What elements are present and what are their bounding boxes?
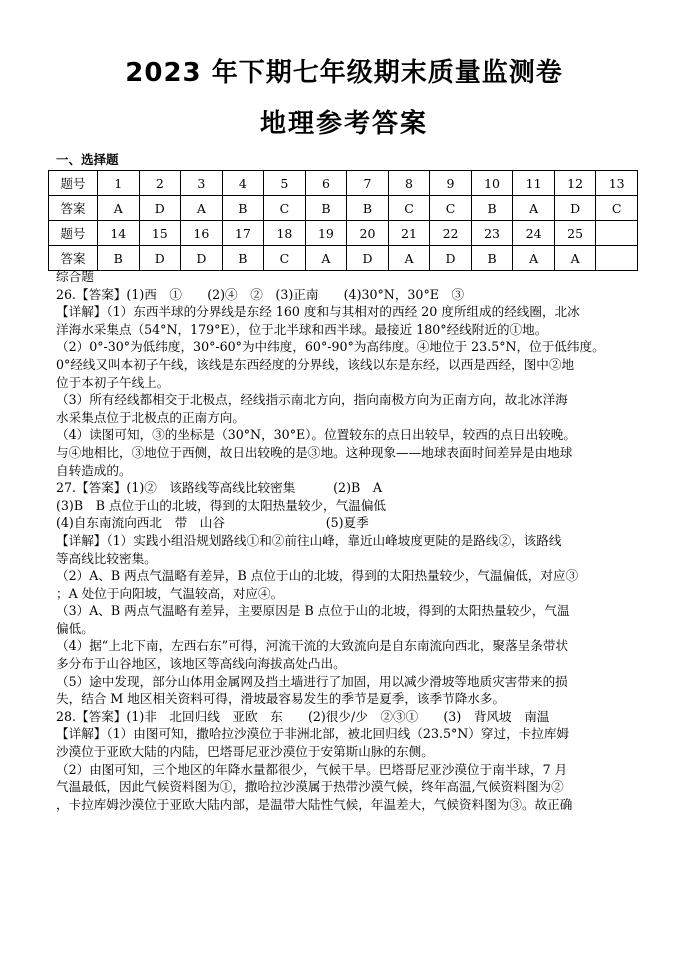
text-line: 0°经线又叫本初子午线，该线是东西经度的分界线，该线以东是东经，以西是西经，图中②地	[56, 356, 575, 372]
table-cell: 9	[430, 171, 472, 196]
text-line: 洋海水采集点（54°N，179°E），位于北半球和西半球。最接近 180°经线附近的①地。	[56, 321, 548, 337]
table-cell: A	[388, 246, 430, 271]
table-cell: A	[181, 196, 223, 221]
table-cell: 17	[222, 221, 264, 246]
text-line: ，卡拉库姆沙漠位于亚欧大陆内部，是温带大陆性气候，年温差大，气候资料图为③。故正确	[56, 796, 573, 812]
table-cell	[596, 246, 638, 271]
table-cell: D	[554, 196, 596, 221]
document-title: 2023 年下期七年级期末质量监测卷	[125, 58, 563, 88]
table-cell: D	[139, 196, 181, 221]
table-row	[49, 196, 638, 221]
table-cell: 24	[513, 221, 555, 246]
text-line: （4）读图可知，③的坐标是（30°N，30°E）。位置较东的点日出较早，较西的点日出较晚。	[56, 427, 576, 443]
section-heading-choice: 一、选择题	[56, 152, 119, 167]
document-subtitle: 地理参考答案	[259, 109, 428, 139]
table-cell: C	[430, 196, 472, 221]
table-cell: 13	[596, 171, 638, 196]
text-line: 等高线比较密集。	[56, 550, 157, 566]
text-line: （4）据“上北下南，左西右东”可得，河流干流的大致流向是自东南流向西北，聚落呈条带状	[56, 638, 569, 654]
row-label: 题号	[49, 171, 98, 196]
text-line: （2）0°-30°为低纬度，30°-60°为中纬度，60°-90°为高纬度。④地位于 23.5°N，位于低纬度。	[56, 339, 605, 355]
answer-table	[48, 170, 638, 271]
table-cell: A	[513, 246, 555, 271]
table-cell: D	[347, 246, 389, 271]
table-cell: 5	[264, 171, 306, 196]
text-line: （2）A、B 两点气温略有差异，B 点位于山的北坡，得到的太阳热量较少，气温偏低，对应③	[56, 568, 579, 584]
table-cell: B	[222, 196, 264, 221]
text-line: 28.【答案】(1)非 北回归线 亚欧 东 (2)很少/少 ②③① (3) 背风坡 南温	[56, 708, 550, 724]
row-label: 题号	[49, 221, 98, 246]
text-line: （3）所有经线都相交于北极点，经线指示南北方向，指向南极方向为正南方向，故北冰洋海	[56, 392, 568, 408]
text-line: 【详解】（1）实践小组沿规划路线①和②前往山峰，靠近山峰坡度更陡的是路线②，该路线	[56, 532, 562, 548]
table-cell: 23	[471, 221, 513, 246]
table-cell: D	[181, 246, 223, 271]
table-cell: 22	[430, 221, 472, 246]
text-line: 水采集点位于北极点的正南方向。	[56, 409, 245, 425]
row-label: 答案	[49, 196, 98, 221]
table-cell: 11	[513, 171, 555, 196]
text-line: 【详解】（1）由图可知，撒哈拉沙漠位于非洲北部，被北回归线（23.5°N）穿过，卡拉库姆	[56, 726, 570, 742]
table-cell: 12	[554, 171, 596, 196]
table-cell: C	[264, 196, 306, 221]
table-cell: B	[471, 246, 513, 271]
table-cell: B	[222, 246, 264, 271]
text-line: 自转造成的。	[56, 462, 132, 478]
table-cell: B	[98, 246, 140, 271]
table-cell: B	[305, 196, 347, 221]
table-cell: 21	[388, 221, 430, 246]
table-cell: 8	[388, 171, 430, 196]
text-line: （3）A、B 两点气温略有差异，主要原因是 B 点位于山的北坡，得到的太阳热量较少，气温	[56, 603, 570, 619]
table-cell: 1	[98, 171, 140, 196]
table-cell: B	[471, 196, 513, 221]
text-line: 【详解】（1）东西半球的分界线是东经 160 度和与其相对的西经 20 度所组成的经线圈，北冰	[56, 304, 580, 320]
text-line: 与④地相比，③地位于西侧，故日出较晚的是③地。这种现象——地球表面时间差异是由地球	[56, 444, 573, 460]
text-line: （2）由图可知，三个地区的年降水量都很少，气候干旱。巴塔哥尼亚沙漠位于南半球，7 月	[56, 761, 568, 777]
table-cell: 15	[139, 221, 181, 246]
table-cell: B	[347, 196, 389, 221]
text-line: 27.【答案】(1)② 该路线等高线比较密集 (2)B A	[56, 480, 382, 496]
table-cell: 7	[347, 171, 389, 196]
section-heading-comprehensive: 综合题	[56, 269, 94, 284]
table-cell: A	[513, 196, 555, 221]
table-cell: 18	[264, 221, 306, 246]
text-line: 26.【答案】(1)西 ① (2)④ ② (3)正南 (4)30°N，30°E ③	[56, 286, 465, 302]
text-line: （5）途中发现，部分山体用金属网及挡土墙进行了加固，用以减少滑坡等地质灾害带来的损	[56, 673, 568, 689]
table-cell: 4	[222, 171, 264, 196]
table-cell: A	[305, 246, 347, 271]
table-cell: 10	[471, 171, 513, 196]
table-cell: 25	[554, 221, 596, 246]
text-line: 多分布于山谷地区，该地区等高线向海拔高处凸出。	[56, 656, 346, 672]
table-cell: 2	[139, 171, 181, 196]
table-cell: 20	[347, 221, 389, 246]
table-cell: 3	[181, 171, 223, 196]
table-cell: 6	[305, 171, 347, 196]
text-line: 偏低。	[56, 620, 94, 636]
table-cell: A	[98, 196, 140, 221]
table-row	[49, 246, 638, 271]
row-label: 答案	[49, 246, 98, 271]
table-cell: C	[596, 196, 638, 221]
text-line: 失，结合 M 地区相关资料可得，滑坡最容易发生的季节是夏季，该季节降水多。	[56, 691, 506, 707]
table-row	[49, 171, 638, 196]
text-line: ；A 处位于向阳坡，气温较高，对应④。	[56, 585, 284, 601]
table-cell: C	[264, 246, 306, 271]
table-cell: 14	[98, 221, 140, 246]
answer-body	[56, 268, 634, 813]
text-line: 沙漠位于亚欧大陆的内陆，巴塔哥尼亚沙漠位于安第斯山脉的东侧。	[56, 744, 434, 760]
table-cell	[596, 221, 638, 246]
table-cell: 16	[181, 221, 223, 246]
table-cell: 19	[305, 221, 347, 246]
table-row	[49, 221, 638, 246]
text-line: (4)自东南流向西北 带 山谷 (5)夏季	[56, 515, 369, 531]
table-cell: D	[139, 246, 181, 271]
table-cell: D	[430, 246, 472, 271]
text-line: 位于本初子午线上。	[56, 374, 170, 390]
table-cell: A	[554, 246, 596, 271]
text-line: (3)B B 点位于山的北坡，得到的太阳热量较少，气温偏低	[56, 497, 387, 513]
text-line: 气温最低，因此气候资料图为①，撒哈拉沙漠属于热带沙漠气候，终年高温,气候资料图为②	[56, 779, 564, 795]
table-cell: C	[388, 196, 430, 221]
